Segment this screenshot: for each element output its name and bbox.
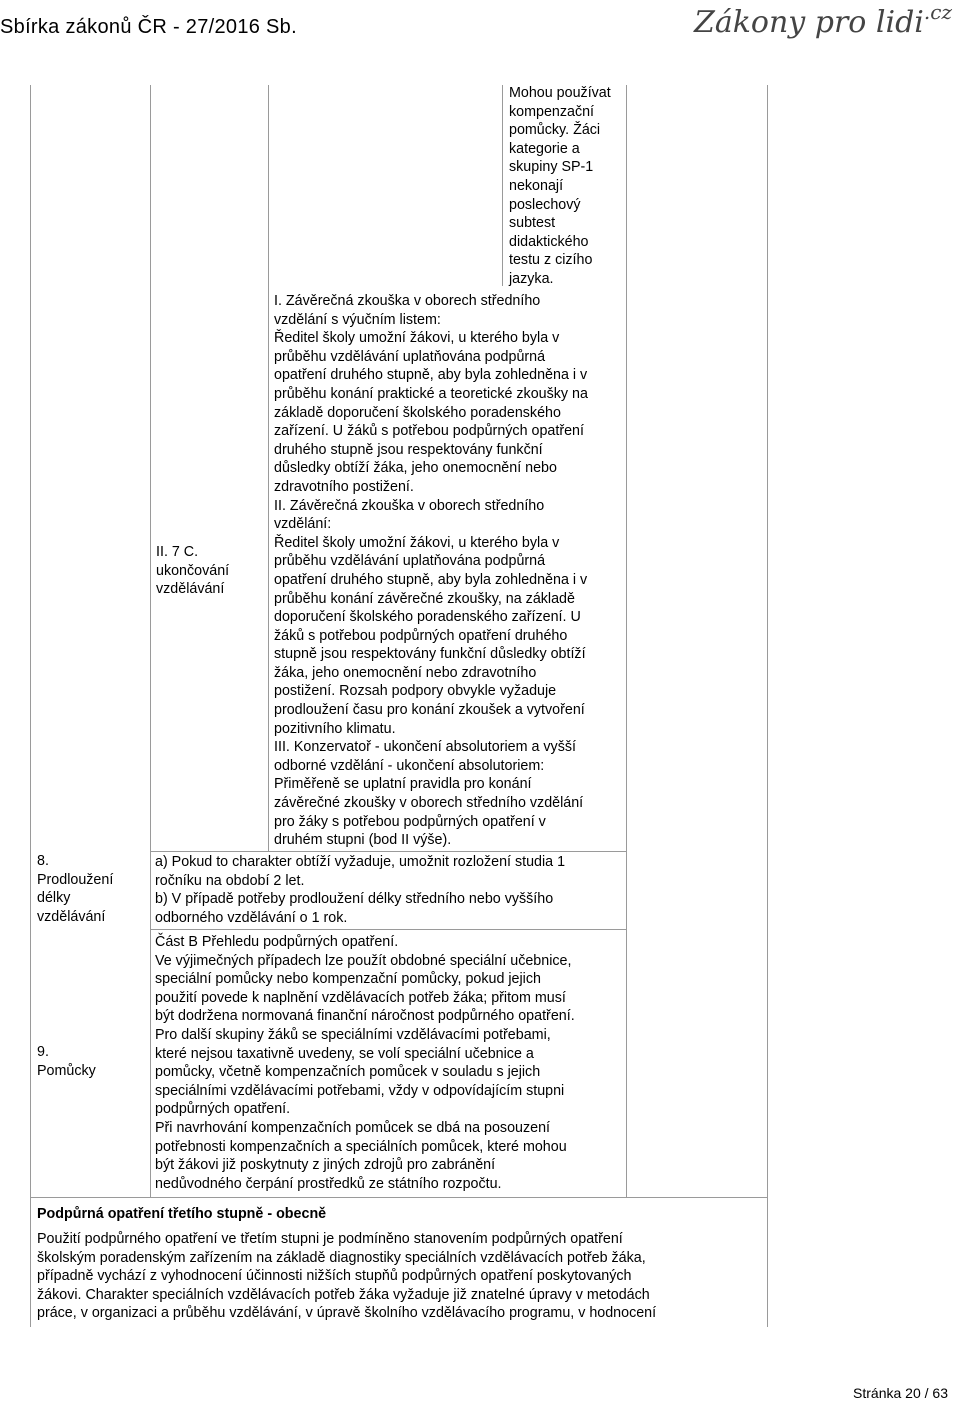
row7-name-line2: vzdělávání	[156, 581, 225, 598]
logo-suffix: .cz	[923, 0, 952, 24]
row8-content: a) Pokud to charakter obtíží vyžaduje, umožnit rozložení studia 1 ročníku na období 2 let. b) V případě potřeby prodloužení délky středního nebo vyššího odborného vzdělávání o 1 rok.	[155, 854, 566, 926]
logo-text: Zákony pro lidi	[693, 5, 924, 40]
row7-content: I. Závěrečná zkouška v oborech středního vzdělání s výučním listem: Ředitel školy umožní žákovi, u kterého byla v průběhu vzdělávání uplatňována podpůrná opatření druhého stupně, aby byla zohledněna i v průběhu konání praktické a teoretické zkoušky na základě doporučení školského poradenského zařízení. U žáků s potřebou podpůrných opatření druhého stupně jsou respektovány funkční důsledky obtíží žáka, jeho onemocnění nebo zdravotního postižení. II. Závěrečná zkouška v oborech středního vzdělání: Ředitel školy umožní žákovi, u kterého byla v průběhu vzdělávání uplatňována podpůrná opatření druhého stupně, aby byla zohledněna i v průběhu konání závěrečné zkoušky, na základě doporučení školského poradenského zařízení. U žáků s potřebou podpůrných opatření druhého stupně jsou respektovány funkční důsledky obtíží žáka, jeho onemocnění nebo zdravotního postižení. Rozsah podpory obvykle vyžaduje prodloužení času pro konání zkoušek a vytvoření pozitivního klimatu. III. Konzervatoř - ukončení absolutoriem a vyšší odborné vzdělání - ukončení absolutoriem: Přiměřeně se uplatní pravidla pro konání závěrečné zkoušky v oborech středního vzdělání pro žáky s potřebou podpůrných opatření v druhém stupni (bod II výše).	[274, 293, 588, 849]
row8-top-border	[150, 851, 626, 852]
section-border-right	[767, 1197, 768, 1327]
row8-label: 8. Prodloužení délky vzdělávání	[37, 853, 114, 925]
table-border-right	[767, 85, 768, 1198]
table-border-left	[30, 85, 31, 1198]
row7-code	[156, 543, 229, 599]
row7-name-line1: ukončování	[156, 562, 230, 579]
section-heading: Podpůrná opatření třetího stupně - obecně	[37, 1206, 327, 1222]
table-border-row7-code-col	[268, 85, 269, 851]
row9-top-border	[150, 929, 626, 930]
table-border-inner-right	[626, 85, 627, 1198]
row7-right-note: Mohou používat kompenzační pomůcky. Žáci kategorie a skupiny SP-1 nekonají poslechový subtest didaktického testu z cizího jazyka.	[509, 85, 611, 287]
row7-code-text: II. 7 C.	[156, 544, 199, 560]
row9-content: Část B Přehledu podpůrných opatření. Ve výjimečných případech lze použít obdobné speciální učebnice, speciální pomůcky nebo kompenzační pomůcky, pokud jejich použití povede k naplnění vzdělávacích potřeb žáka; přitom musí být dodržena normovaná finanční náročnost podpůrného opatření. Pro další skupiny žáků se speciálními vzdělávacími potřebami, které nejsou taxativně uvedeny, se volí speciální učebnice a pomůcky, včetně kompenzačních pomůcek v souladu s jejich speciálními vzdělávacími potřebami, vždy v odpovídajícím stupni podpůrných opatření. Při navrhování kompenzačních pomůcek se dbá na posouzení potřebnosti kompenzačních a speciálních pomůcek, které mohou být žákovi již poskytnuty z jiných zdrojů pro zabránění nedůvodného čerpání prostředků ze státního rozpočtu.	[155, 934, 575, 1192]
row9-label: 9. Pomůcky	[37, 1044, 96, 1079]
section-border-left	[30, 1197, 31, 1327]
site-logo[interactable]	[694, 2, 952, 40]
section-paragraph: Použití podpůrného opatření ve třetím stupni je podmíněno stanovením podpůrných opatření školským poradenským zařízením na základě diagnostiky speciálních vzdělávacích potřeb žáka, případně vychází z vyhodnocení účinnosti nižších stupňů podpůrných opatření poskytovaných žákovi. Charakter speciálních vzdělávacích potřeb žáka vyžaduje již znatelné úpravy v metodách práce, v organizaci a průběhu vzdělávání, v úpravě školního vzdělávacího programu, v hodnocení	[37, 1231, 657, 1322]
table-bottom-border	[30, 1197, 768, 1198]
document-title: Sbírka zákonů ČR - 27/2016 Sb.	[0, 16, 297, 38]
table-border-label-col	[150, 85, 151, 1198]
page-number: Stránka 20 / 63	[853, 1385, 948, 1401]
table-border-row7-content-col	[502, 85, 503, 286]
